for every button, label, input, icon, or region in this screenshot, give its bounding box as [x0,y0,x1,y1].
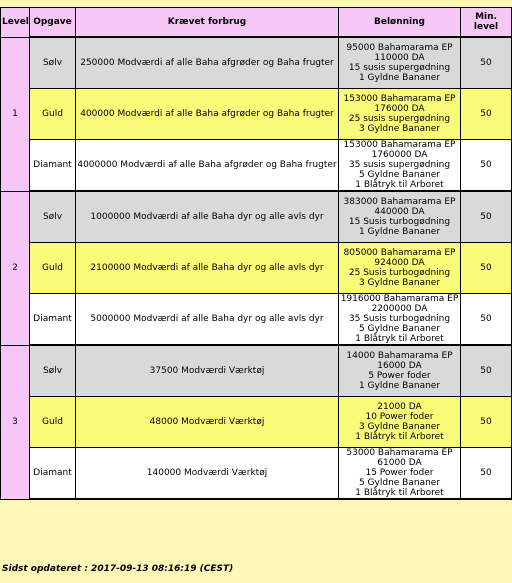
reward-line: 383000 Bahamarama EP [343,197,456,207]
level-cell: 1 [1,37,30,191]
reward-line: 3 Gyldne Bananer [358,278,441,288]
table-row [1,243,512,294]
min-level-cell: 50 [461,345,512,397]
task-cell: Sølv [30,345,76,397]
reward-line: 2200000 DA [371,304,428,314]
reward-line: 924000 DA [374,258,425,268]
task-cell: Diamant [30,294,76,346]
task-cell: Guld [30,397,76,448]
table-row [1,345,512,397]
table-row [1,191,512,243]
header-task: Opgave [30,8,76,38]
quest-table [0,7,512,500]
reward-line: 35 susis supergødning [348,160,451,170]
reward-line: 14000 Bahamarama EP [346,351,453,361]
required-cell: 2100000 Modværdi af alle Baha dyr og alle avls dyr [76,243,339,294]
required-cell: 140000 Modværdi Værktøj [76,448,339,500]
reward-line: 3 Gyldne Bananer [358,422,441,432]
level-cell: 2 [1,191,30,345]
reward-line: 25 Susis turbogødning [348,268,451,278]
min-level-cell: 50 [461,37,512,89]
reward-line: 61000 DA [377,458,422,468]
required-cell: 4000000 Modværdi af alle Baha afgrøder og Baha frugter [76,140,339,192]
reward-line: 5 Gyldne Bananer [358,170,441,180]
header-reward: Belønning [339,8,461,38]
table-row [1,294,512,346]
reward-line: 53000 Bahamarama EP [346,448,453,458]
reward-line: 1 Gyldne Bananer [358,73,441,83]
table-row [1,448,512,500]
reward-line: 16000 DA [377,361,422,371]
table-row [1,37,512,89]
required-cell: 1000000 Modværdi af alle Baha dyr og alle avls dyr [76,191,339,243]
reward-line: 1916000 Bahamarama EP [340,294,459,304]
min-level-cell: 50 [461,140,512,192]
required-cell: 250000 Modværdi af alle Baha afgrøder og Baha frugter [76,37,339,89]
reward-line: 805000 Bahamarama EP [343,248,456,258]
min-level-cell: 50 [461,294,512,346]
last-updated: Sidst opdateret : 2017-09-13 08:16:19 (CEST) [2,564,234,574]
reward-line: 1760000 DA [371,150,428,160]
min-level-cell: 50 [461,448,512,500]
reward-cell [339,294,461,346]
reward-cell [339,448,461,500]
reward-line: 110000 DA [374,53,425,63]
reward-line: 5 Gyldne Bananer [358,324,441,334]
reward-line: 15 susis supergødning [348,63,451,73]
reward-line: 153000 Bahamarama EP [343,140,456,150]
table-row [1,140,512,192]
reward-line: 1 Gyldne Bananer [358,381,441,391]
reward-line: 25 susis supergødning [348,114,451,124]
task-cell: Diamant [30,448,76,500]
reward-cell [339,191,461,243]
reward-cell [339,345,461,397]
reward-line: 15 Power foder [365,468,434,478]
reward-line: 10 Power foder [365,412,434,422]
reward-line: 95000 Bahamarama EP [346,43,453,53]
required-cell: 400000 Modværdi af alle Baha afgrøder og Baha frugter [76,89,339,140]
reward-line: 15 Susis turbogødning [348,217,451,227]
reward-line: 35 Susis turbogødning [348,314,451,324]
reward-cell [339,89,461,140]
reward-line: 21000 DA [377,402,422,412]
level-cell: 3 [1,345,30,499]
reward-cell [339,37,461,89]
required-cell: 37500 Modværdi Værktøj [76,345,339,397]
header-min-level: Min. level [461,8,512,38]
task-cell: Guld [30,243,76,294]
reward-line: 176000 DA [374,104,425,114]
min-level-cell: 50 [461,397,512,448]
task-cell: Sølv [30,37,76,89]
table-row [1,397,512,448]
task-cell: Guld [30,89,76,140]
reward-cell [339,397,461,448]
reward-line: 5 Power foder [368,371,431,381]
quest-table-body [1,37,512,499]
reward-cell [339,140,461,192]
reward-line: 1 Blåtryk til Arboret [355,180,444,190]
table-header-row [1,8,512,38]
reward-line: 1 Gyldne Bananer [358,227,441,237]
reward-cell [339,243,461,294]
reward-line: 3 Gyldne Bananer [358,124,441,134]
min-level-cell: 50 [461,243,512,294]
table-row [1,89,512,140]
task-cell: Diamant [30,140,76,192]
required-cell: 48000 Modværdi Værktøj [76,397,339,448]
min-level-cell: 50 [461,191,512,243]
reward-line: 1 Blåtryk til Arboret [355,334,444,344]
min-level-cell: 50 [461,89,512,140]
task-cell: Sølv [30,191,76,243]
reward-line: 440000 DA [374,207,425,217]
header-level: Level [1,8,30,38]
reward-line: 5 Gyldne Bananer [358,478,441,488]
reward-line: 1 Blåtryk til Arboret [355,488,444,498]
reward-line: 153000 Bahamarama EP [343,94,456,104]
header-required: Krævet forbrug [76,8,339,38]
required-cell: 5000000 Modværdi af alle Baha dyr og alle avls dyr [76,294,339,346]
reward-line: 1 Blåtryk til Arboret [355,432,444,442]
